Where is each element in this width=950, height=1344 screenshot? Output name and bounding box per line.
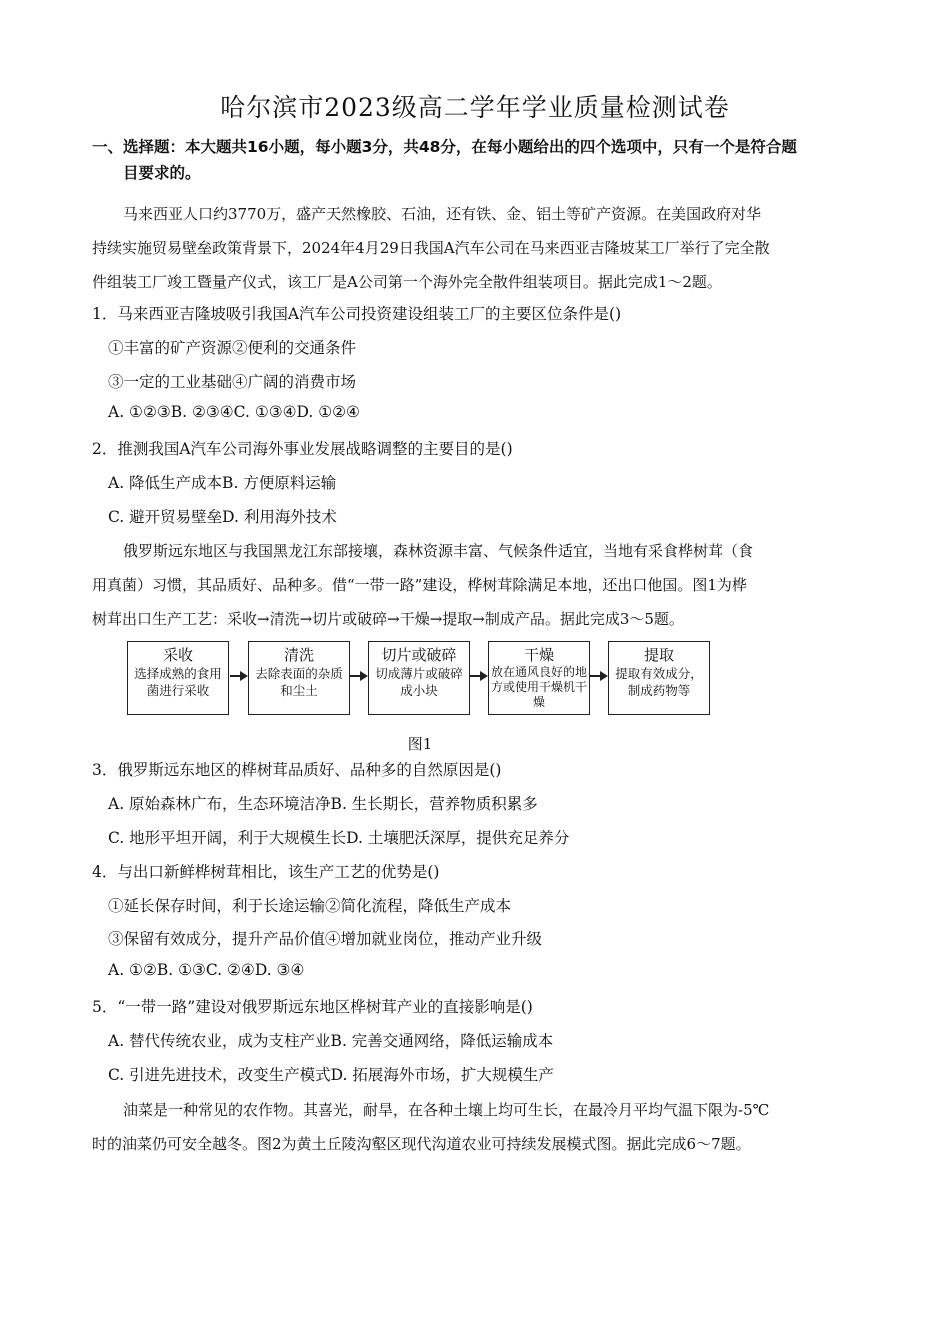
question-3-options-cd: C. 地形平坦开阔，利于大规模生长D. 土壤肥沃深厚，提供充足养分 xyxy=(108,829,570,847)
question-1-choices-row2: ③一定的工业基础④广阔的消费市场 xyxy=(108,373,357,391)
question-1-stem: 1．马来西亚吉隆坡吸引我国A汽车公司投资建设组装工厂的主要区位条件是() xyxy=(92,305,622,323)
passage-1-line: 马来西亚人口约3770万，盛产天然橡胶、石油，还有铁、金、铝土等矿产资源。在美国政府对华 xyxy=(123,205,762,223)
passage-3-line: 时的油菜仍可安全越冬。图2为黄土丘陵沟壑区现代沟道农业可持续发展模式图。据此完成6～7题。 xyxy=(92,1135,751,1153)
passage-3-line: 油菜是一种常见的农作物。其喜光，耐旱，在各种土壤上均可生长，在最冷月平均气温下限为-5℃ xyxy=(123,1101,770,1119)
flow-step-title: 干燥 xyxy=(523,646,554,664)
passage-1 xyxy=(92,197,860,299)
question-1-options: A. ①②③B. ②③④C. ①③④D. ①②④ xyxy=(108,403,360,421)
question-2-options-ab: A. 降低生产成本B. 方便原料运输 xyxy=(108,474,337,492)
section-heading xyxy=(92,134,862,186)
section-heading-line2: 目要求的。 xyxy=(123,164,201,182)
section-heading-line1: 一、选择题：本大题共16小题，每小题3分，共48分，在每小题给出的四个选项中，只有一个是符合题 xyxy=(92,138,797,156)
flow-step-title: 采收 xyxy=(162,646,193,664)
flow-step-dry xyxy=(488,641,590,715)
arrow-right-icon xyxy=(230,669,248,683)
passage-2-line: 树茸出口生产工艺：采收→清洗→切片或破碎→干燥→提取→制成产品。据此完成3～5题。 xyxy=(92,610,684,628)
question-4-options: A. ①②B. ①③C. ②④D. ③④ xyxy=(108,961,305,979)
flow-step-extract xyxy=(608,641,710,715)
passage-1-line: 件组装工厂竣工暨量产仪式，该工厂是A公司第一个海外完全散件组装项目。据此完成1～2题。 xyxy=(92,273,722,291)
flow-step-title: 清洗 xyxy=(283,646,314,664)
flow-step-desc: 去除表面的杂质和尘土 xyxy=(255,666,343,698)
flow-step-title: 切片或破碎 xyxy=(381,646,457,664)
flow-step-desc: 选择成熟的食用菌进行采收 xyxy=(134,666,222,698)
question-5-stem: 5．“一带一路”建设对俄罗斯远东地区桦树茸产业的直接影响是() xyxy=(92,998,533,1016)
flow-step-title: 提取 xyxy=(643,646,674,664)
passage-3 xyxy=(92,1093,860,1161)
passage-2-line: 用真菌）习惯，其品质好、品种多。借“一带一路”建设，桦树茸除满足本地，还出口他国。图1为桦 xyxy=(92,576,747,594)
question-4-choices-row2: ③保留有效成分，提升产品价值④增加就业岗位，推动产业升级 xyxy=(108,930,543,948)
figure-1-caption: 图1 xyxy=(407,735,433,753)
passage-1-line: 持续实施贸易壁垒政策背景下，2024年4月29日我国A汽车公司在马来西亚吉隆坡某工厂举行了完全散 xyxy=(92,239,770,257)
flow-step-harvest xyxy=(127,641,229,715)
flow-step-desc: 提取有效成分，制成药物等 xyxy=(615,666,703,698)
question-3-options-ab: A. 原始森林广布，生态环境洁净B. 生长期长，营养物质积累多 xyxy=(108,795,538,813)
passage-2 xyxy=(92,534,860,636)
arrow-right-icon xyxy=(350,669,368,683)
passage-2-line: 俄罗斯远东地区与我国黑龙江东部接壤，森林资源丰富、气候条件适宜，当地有采食桦树茸（食 xyxy=(123,542,754,560)
question-5-options-cd: C. 引进先进技术，改变生产模式D. 拓展海外市场，扩大规模生产 xyxy=(108,1066,554,1084)
flow-step-desc: 切成薄片或破碎成小块 xyxy=(375,666,463,698)
arrow-right-icon xyxy=(470,669,488,683)
question-4-choices-row1: ①延长保存时间，利于长途运输②简化流程，降低生产成本 xyxy=(108,897,512,915)
question-2-stem: 2．推测我国A汽车公司海外事业发展战略调整的主要目的是() xyxy=(92,440,513,458)
question-5-options-ab: A. 替代传统农业，成为支柱产业B. 完善交通网络，降低运输成本 xyxy=(108,1032,554,1050)
question-3-stem: 3．俄罗斯远东地区的桦树茸品质好、品种多的自然原因是() xyxy=(92,761,502,779)
figure-1-process-flow xyxy=(127,641,713,717)
question-2-options-cd: C. 避开贸易壁垒D. 利用海外技术 xyxy=(108,508,337,526)
flow-step-wash xyxy=(248,641,350,715)
flow-step-desc: 放在通风良好的地方或使用干燥机干燥 xyxy=(491,665,588,709)
question-4-stem: 4．与出口新鲜桦树茸相比，该生产工艺的优势是() xyxy=(92,863,440,881)
flow-step-slice xyxy=(368,641,470,715)
question-1-choices-row1: ①丰富的矿产资源②便利的交通条件 xyxy=(108,339,357,357)
arrow-right-icon xyxy=(590,669,608,683)
exam-title: 哈尔滨市2023级高二学年学业质量检测试卷 xyxy=(220,93,730,122)
